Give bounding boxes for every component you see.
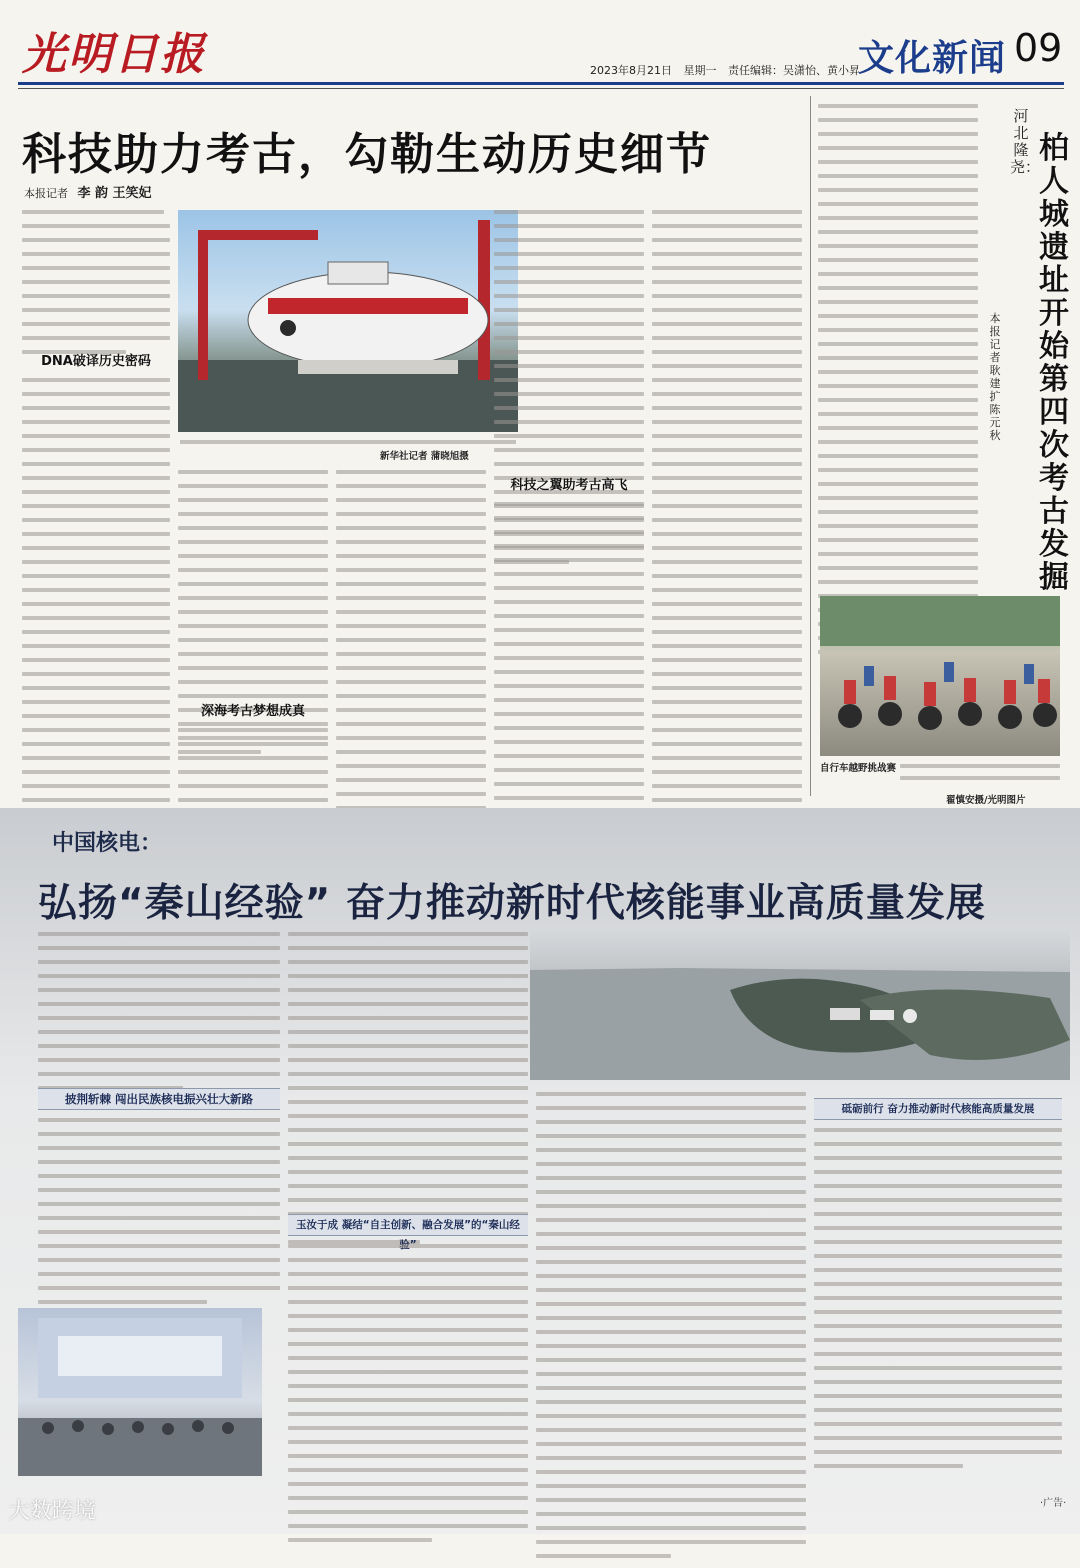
submersible-illustration (178, 210, 518, 432)
cyclists-illustration (820, 596, 1060, 756)
article-column (818, 104, 978, 664)
subhead-dna: DNA破译历史密码 (41, 354, 151, 369)
article-column (22, 378, 170, 868)
article-column (336, 470, 486, 862)
byline-prefix: 本报记者 (24, 187, 68, 200)
section-title: 文化新闻 (858, 38, 1007, 79)
article-column (38, 1118, 280, 1314)
photo-credit: 新华社记者 蒲晓旭摄 (380, 451, 469, 462)
subhead-wings: 科技之翼助考古高飞 (510, 478, 628, 493)
watermark-logo: 大数跨境 (8, 1499, 97, 1524)
cycling-photo-title: 自行车越野挑战赛 (820, 763, 897, 774)
top-story-headline: 科技助力考古，勾勒生动历史细节 (22, 129, 712, 180)
cycling-photo-credit: 翟慎安摄/光明图片 (946, 795, 1026, 806)
feature-headline: 弘扬“秦山经验” 奋力推动新时代核能事业高质量发展 (38, 881, 986, 926)
coastline-illustration (530, 930, 1070, 1080)
article-column (178, 470, 328, 764)
article-column (814, 1128, 1062, 1478)
exhibition-photo (18, 1308, 262, 1476)
article-column (536, 1092, 806, 1568)
top-story-byline (24, 182, 152, 201)
section-banner: 砥砺前行 奋力推动新时代核能高质量发展 (814, 1098, 1062, 1120)
page-number: 09 (1014, 26, 1063, 70)
side-story-byline: 本报记者 耿建扩 陈元秋 (989, 312, 1001, 442)
article-column (288, 1244, 528, 1552)
section-banner: 玉汝于成 凝结“自主创新、融合发展”的“秦山经 (288, 1214, 528, 1236)
masthead-logo: 光明日报 (22, 29, 206, 80)
side-story-headline: 柏人城遗址开始第四次考古发掘 (1039, 131, 1069, 595)
advertisement-mark: ·广告· (1040, 1498, 1067, 1509)
photo-caption (900, 764, 1060, 788)
article-column (22, 210, 170, 364)
article-column (288, 932, 528, 1254)
nuclear-plant-coast-photo (530, 930, 1070, 1080)
dateline (590, 62, 868, 78)
feature-kicker: 中国核电： (52, 831, 163, 856)
header-rule (18, 82, 1064, 85)
side-story-kicker: 河北隆尧： (1010, 107, 1041, 176)
issue-weekday: 星期一 (683, 64, 717, 77)
byline-reporters: 李 韵 王笑妃 (77, 186, 152, 201)
editors: 责任编辑：吴潇怡、黄小昇 (728, 64, 860, 77)
submersible-photo (178, 210, 518, 432)
article-column (494, 502, 644, 838)
subhead-deep-sea: 深海考古梦想成真 (200, 704, 305, 719)
header-rule-thin (18, 88, 1064, 89)
issue-date: 2023年8月21日 (590, 64, 672, 77)
column-divider (810, 96, 811, 796)
exhibition-illustration (18, 1308, 262, 1476)
cycling-photo (820, 596, 1060, 756)
article-column (652, 210, 802, 854)
section-banner: 披荆斩棘 闯出民族核电振兴壮大新路 (38, 1088, 280, 1110)
article-column (38, 932, 280, 1100)
